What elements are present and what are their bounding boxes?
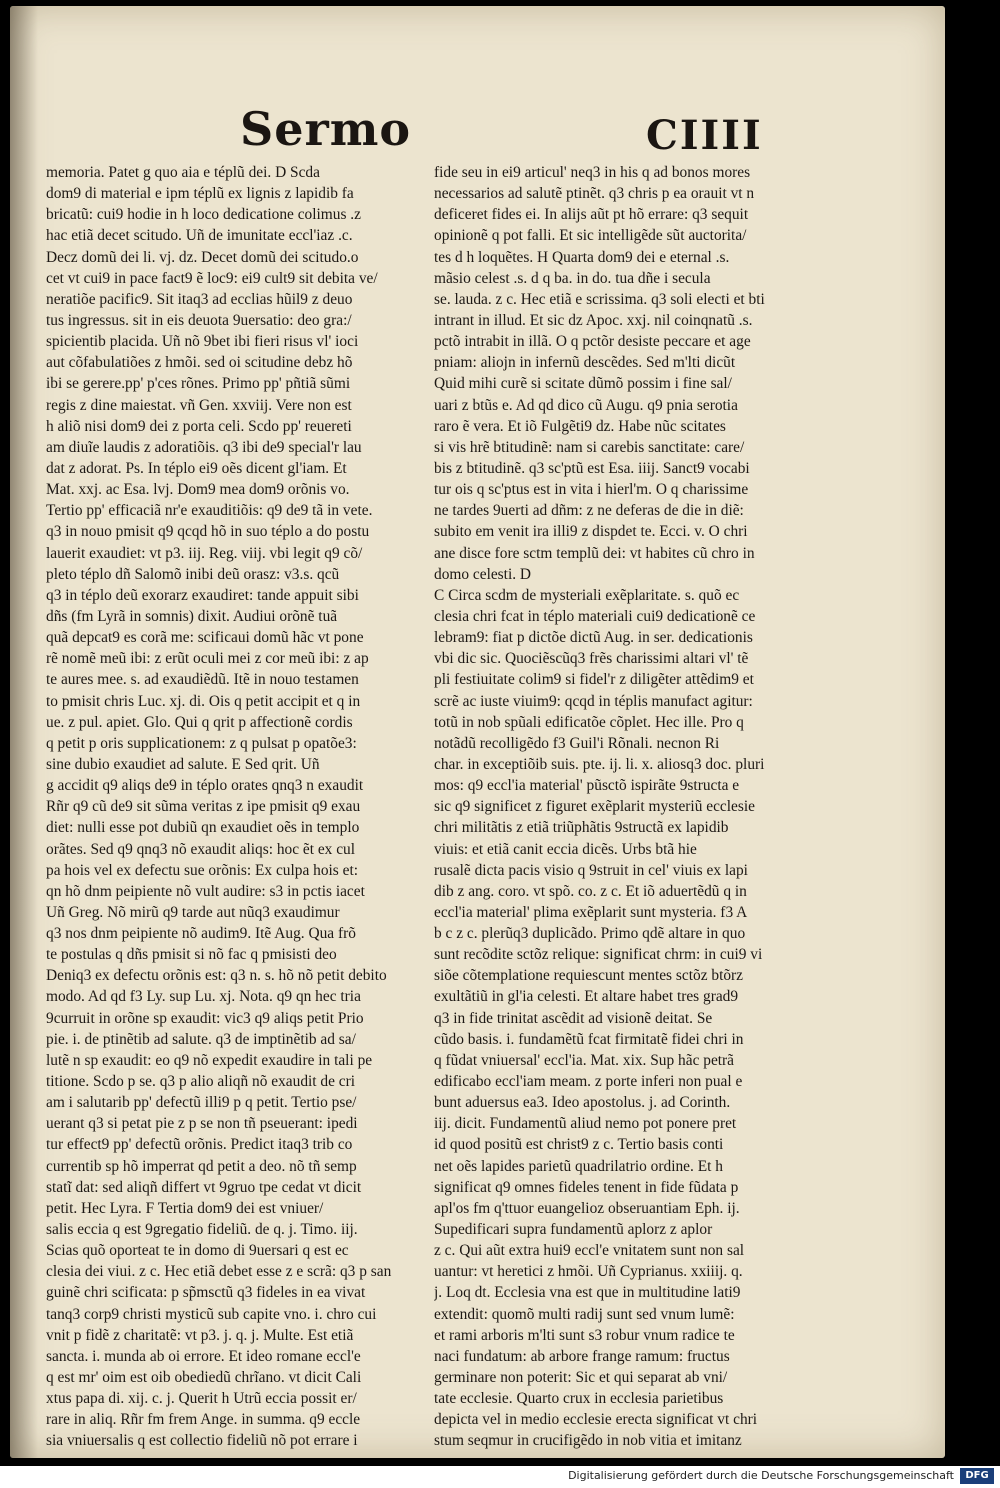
text-line: chri militãtis z etiã triũphãtis 9structã ex lapidib [434, 819, 729, 837]
text-line: stum seqmur in crucifigẽdo in nob vitia et imitanz [434, 1432, 742, 1450]
running-head-title: Sermo [240, 102, 412, 156]
text-line: 9curruit in orõne sp exaudit: vic3 q9 aliqs petit Prio [46, 1009, 364, 1027]
text-line: naci fundatum: ab arbore frange ramum: fructus [434, 1347, 730, 1365]
text-line: dñs (fm Lyrã in somnis) dixit. Audiui orõnẽ tuã [46, 607, 338, 625]
text-column-right [434, 162, 802, 1452]
text-line: g accidit q9 aliqs de9 in téplo orates qnq3 n exaudit [46, 777, 364, 795]
text-line: et rami arboris m'lti sunt s3 robur vnum radice te [434, 1326, 735, 1344]
text-line: currentib sp hõ imperrat qd petit a deo. nõ tñ semp [46, 1157, 357, 1175]
text-line: salis eccia q est 9gregatio fideliũ. de q. j. Timo. iij. [46, 1221, 358, 1239]
text-line: qn hõ dnm peipiente nõ vult audire: s3 in pctis iacet [46, 882, 365, 900]
text-line: ue. z pul. apiet. Glo. Qui q qrit p affectionẽ cordis [46, 713, 353, 731]
text-line: tate ecclesie. Quarto crux in ecclesia parietibus [434, 1390, 724, 1408]
text-line: am diuĩe laudis z adoratiõis. q3 ibi de9 special'r lau [46, 438, 362, 456]
text-line: extendit: quomõ multi radij sunt sed vnum lumẽ: [434, 1305, 735, 1323]
text-line: sancta. i. munda ab oi errore. Et ideo romane eccl'e [46, 1347, 361, 1365]
text-line: statĩ dat: sed aliqñ differt vt 9gruo tpe cedat vt dicit [46, 1178, 362, 1196]
text-line: pctõ intrabit in illã. O q pctõr desiste peccare et age [434, 333, 751, 351]
text-line: q3 in nouo pmisit q9 qcqd hõ in suo téplo a do postu [46, 523, 370, 541]
text-line: z c. Qui aũt extra hui9 eccl'e vnitatem sunt non sal [434, 1242, 745, 1260]
text-line: iij. dicit. Fundamentũ aliud nemo pot ponere pret [434, 1115, 737, 1133]
text-line: dat z adorat. Ps. In téplo ei9 oẽs dicent gl'iam. Et [46, 459, 347, 477]
text-line: apl'os fm q'ttuor euangelioz obseruantiam Eph. ij. [434, 1199, 740, 1217]
text-line: intrant in illud. Et sic dz Apoc. xxj. nil coinqnatũ .s. [434, 311, 753, 329]
text-line: sic q9 significet z figuret exẽplarit mysteriũ ecclesie [434, 798, 755, 816]
text-line: neratiõe pacific9. Sit itaq3 ad ecclias hũil9 z deuo [46, 290, 353, 308]
text-line: memoria. Patet g quo aia e téplũ dei. D Scda [46, 164, 320, 181]
text-line: quã depcat9 es corã me: scificaui domũ hãc vt pone [46, 629, 364, 647]
text-line: mos: q9 eccl'ia material' pũsctõ ispirãte 9structa e [434, 777, 740, 795]
text-line: diet: nulli esse pot dubiũ qn exaudiet oẽs in templo [46, 819, 360, 837]
text-line: ibi se gerere.pp' p'ces rõnes. Primo pp' pñtiã sũmi [46, 375, 351, 393]
text-line: bunt aduersus ea3. Ideo apostolus. j. ad Corinth. [434, 1094, 731, 1112]
text-line: tur effect9 pp' defectũ orõnis. Predict itaq3 trib co [46, 1136, 353, 1154]
text-line: clesia dei viui. z c. Hec etiã debet esse z e scrã: q3 p san [46, 1263, 392, 1281]
text-line: bis z btitudinẽ. q3 sc'ptũ est Esa. iiij. Sanct9 vocabi [434, 459, 750, 477]
text-line: sunt recõdite sctõz relique: significat chrm: in cui9 vi [434, 946, 763, 964]
text-line: ne tardes 9uerti ad dñm: z ne deferas de die in diẽ: [434, 502, 744, 520]
text-line: rẽ nomẽ meũ ibi: z erũt oculi mei z cor meũ ibi: z ap [46, 650, 369, 668]
text-line: tes d h loquẽtes. H Quarta dom9 dei e eternal .s. [434, 248, 730, 266]
text-line: xtus papa di. xij. c. j. Querit h Utrũ eccia possit er/ [46, 1390, 357, 1408]
text-line: Rñr q9 cũ de9 sit sũma veritas z ipe pmisit q9 exau [46, 798, 361, 816]
text-line: q3 nos dnm peipiente nõ audim9. Itẽ Aug. Qua frõ [46, 925, 356, 943]
text-line: Scias quõ oporteat te in domo di 9uersari q est ec [46, 1242, 349, 1260]
text-line: tus ingressus. sit in eis deuota 9uersatio: deo gra:/ [46, 311, 352, 329]
text-line: pie. i. de ptinẽtib ad salute. q3 de imptinẽtib ad sa/ [46, 1030, 356, 1048]
text-line: Uñ Greg. Nõ mirũ q9 tarde aut nũq3 exaudimur [46, 903, 340, 921]
text-line: te postulas q dñs pmisit si nõ fac q pmisisti deo [46, 946, 337, 964]
dfg-logo: DFG [960, 1468, 994, 1484]
text-line: vnit p fidẽ z charitatẽ: vt p3. j. q. j. Multe. Est etiã [46, 1326, 354, 1344]
text-line: petit. Hec Lyra. F Tertia dom9 dei est vniuer/ [46, 1199, 324, 1217]
text-line: te aures mee. s. ad exaudiẽdũ. Itẽ in nouo testamen [46, 671, 359, 689]
text-line: dib z ang. coro. vt spõ. co. z c. Et iõ aduertẽdũ q in [434, 882, 747, 900]
text-line: domo celesti. D [434, 565, 532, 583]
text-line: Decz domũ dei li. vj. dz. Decet domũ dei scitudo.o [46, 248, 359, 266]
text-line: notãdũ recolligẽdo f3 Guil'i Rõnali. necnon Ri [434, 734, 720, 752]
text-line: uantur: vt heretici z hmõi. Uñ Cyprianus. xxiiij. q. [434, 1263, 743, 1281]
text-line: cũdo basis. i. fundamẽtũ fcat firmitatẽ fidei chri in [434, 1030, 744, 1048]
text-line: raro ẽ vera. Et iõ Fulgẽti9 dz. Habe nũc scitates [434, 417, 726, 435]
text-line: b c z c. plerũq3 duplicãdo. Primo qdẽ altare in quo [434, 925, 746, 943]
text-line: rare in aliq. Rñr fm frem Ange. in summa. q9 eccle [46, 1411, 361, 1429]
text-line: lebram9: fiat p dictõe dictũ Aug. in ser. dedicationis [434, 629, 753, 647]
text-line: char. in exceptiõib suis. pte. ij. li. x. aliosq3 doc. pluri [434, 755, 765, 773]
text-line: cet vt cui9 in pace fact9 ẽ loc9: ei9 cult9 sit debita ve/ [46, 269, 378, 287]
text-line: viuis: et etiã canit eccia dicẽs. Urbs btã hie [434, 840, 697, 858]
text-column-left [46, 162, 438, 1452]
text-line: eccl'ia material' plima exẽplarit sunt mysteria. f3 A [434, 903, 748, 921]
text-line: spicientib placida. Uñ nõ 9bet ibi fieri risus vl' ioci [46, 333, 359, 351]
text-line: modo. Ad qd f3 Ly. sup Lu. xj. Nota. q9 qn hec tria [46, 988, 361, 1006]
text-line: C Circa scdm de mysteriali exẽplaritate. s. quõ ec [434, 586, 740, 604]
text-line: depicta vel in medio ecclesie erecta significat vt chri [434, 1411, 758, 1429]
funding-credit: Digitalisierung gefördert durch die Deutsche Forschungsgemeinschaft [568, 1469, 954, 1482]
text-line: Deniq3 ex defectu orõnis est: q3 n. s. hõ nõ petit debito [46, 967, 387, 985]
text-line: mãsio celest .s. d q ba. in do. tua dñe i secula [434, 269, 711, 287]
text-line: necessarios ad salutẽ ptinẽt. q3 chris p ea orauit vt n [434, 185, 755, 203]
show-through-shadow [388, 98, 633, 158]
footer-bar [0, 1466, 1000, 1488]
text-line: pa hois vel ex defectu sue orõnis: Ex culpa hois et: [46, 861, 359, 879]
text-line: ane disce fore sctm templũ dei: vt habites cũ chro in [434, 544, 755, 562]
text-line: pniam: aliojn in infernũ descẽdes. Sed m'lti dicũt [434, 354, 736, 372]
text-line: Supedificari supra fundamentũ aplorz z aplor [434, 1221, 713, 1239]
text-line: sine dubio exaudiet ad salute. E Sed qrit. Uñ [46, 755, 320, 773]
text-line: scrẽ ac iuste viuim9: qcqd in téplis manufact agitur: [434, 692, 753, 710]
text-line: regis z dine maiestat. vñ Gen. xxviij. Vere non est [46, 396, 352, 414]
text-line: opinionẽ q pot falli. Et sic intelligẽde sũt auctorita/ [434, 227, 747, 245]
text-line: q petit p oris supplicationem: z q pulsat p opatõe3: [46, 734, 357, 752]
text-line: bricatũ: cui9 hodie in h loco dedicatione colimus .z [46, 206, 361, 224]
text-line: sia vniuersalis q est collectio fideliũ nõ pot errare i [46, 1432, 358, 1450]
text-line: fide seu in ei9 articul' neq3 in his q ad bonos mores [434, 164, 751, 181]
text-line: exultãtiũ in gl'ia celesti. Et altare habet tres grad9 [434, 988, 739, 1006]
text-line: totũ in nob spũali edificatõe cõplet. Hec ille. Pro q [434, 713, 744, 731]
text-line: Mat. xxj. ac Esa. lvj. Dom9 mea dom9 orõnis vo. [46, 481, 350, 499]
text-line: Tertio pp' efficaciã nr'e exauditiõis: q9 de9 tã in vete. [46, 502, 373, 520]
text-line: q3 in téplo deũ exorarz exaudiret: tande appuit sibi [46, 586, 359, 604]
page-gutter-shadow [10, 6, 38, 1458]
text-line: q est mr' oim est oib obediedũ chrĩano. vt dicit Cali [46, 1369, 362, 1387]
text-line: rusalẽ dicta pacis visio q 9struit in cel' viuis ex lapi [434, 861, 748, 879]
text-line: lauerit exaudiet: vt p3. iij. Reg. viij. vbi legit q9 cõ/ [46, 544, 363, 562]
folio-number: CIIII [646, 112, 763, 159]
text-line: pleto téplo dñ Salomõ inibi deũ orasz: v3.s. qcũ [46, 565, 340, 583]
text-line: clesia chri fcat in téplo materiali cui9 dedicationẽ ce [434, 607, 756, 625]
book-page [10, 6, 945, 1458]
text-line: significat q9 omnes fideles tenent in fide fũdata p [434, 1178, 739, 1196]
text-line: j. Loq dt. Ecclesia vna est que in multitudine lati9 [434, 1284, 741, 1302]
text-line: aut cõfabulatiões z hmõi. sed oi scitudine debz hõ [46, 354, 353, 372]
text-line: dom9 di material e ipm téplũ ex lignis z lapidib fa [46, 185, 354, 203]
text-line: to pmisit chris Luc. xj. di. Ois q petit accipit et q in [46, 692, 361, 710]
text-line: net oẽs lapides parietũ quadrilatrio ordine. Et h [434, 1157, 723, 1175]
text-line: vbi dic sic. Quociẽscũq3 frẽs charissimi altari vl' tẽ [434, 650, 749, 668]
text-line: h aliõ nisi dom9 dei z porta celi. Scdo pp' reuereti [46, 417, 352, 435]
text-line: se. lauda. z c. Hec etiã e scrissima. q3 soli electi et bti [434, 290, 765, 308]
text-line: siõe cõtemplatione requiescunt mentes sctõz btõrz [434, 967, 743, 985]
text-line: subito em venit ira illi9 z dispdet te. Ecci. v. O chri [434, 523, 748, 541]
text-line: germinare non poterit: Sic et qui separat ab vni/ [434, 1369, 728, 1387]
text-line: q3 in fide trinitat ascẽdit ad visionẽ deitat. Se [434, 1009, 713, 1027]
text-line: Quid mihi curẽ si scitate dũmõ possim i fine sal/ [434, 375, 732, 393]
text-line: lutẽ n sp exaudit: eo q9 nõ expedit exaudire in tali pe [46, 1051, 373, 1069]
text-line: pli festiuitate colim9 si fidel'r z diligẽter attẽdim9 et [434, 671, 754, 689]
text-line: id quod positũ est christ9 z c. Tertio basis conti [434, 1136, 724, 1154]
text-line: orãtes. Sed q9 qnq3 nõ exaudit aliqs: hoc ẽt ex cul [46, 840, 356, 858]
text-line: titione. Scdo p se. q3 p alio aliqñ nõ exaudit de cri [46, 1073, 356, 1091]
text-line: uari z btũs e. Ad qd dico cũ Augu. q9 pnia serotia [434, 396, 738, 414]
text-line: si vis hrẽ btitudinẽ: nam si carebis sanctitate: care/ [434, 438, 745, 456]
text-line: tanq3 corp9 christi mysticũ sub capite vno. i. chro cui [46, 1305, 377, 1323]
text-line: hac etiã decet scitudo. Uñ de imunitate eccl'iaz .c. [46, 227, 353, 245]
text-line: edificabo eccl'iam meam. z porte inferi non pual e [434, 1073, 743, 1091]
text-line: tur ois q sc'ptus est in vita i hierl'm. O q charissime [434, 481, 749, 499]
text-line: uerant q3 si petat pie z p se non tñ pseuerant: ipedi [46, 1115, 358, 1133]
text-line: am i salutarib pp' defectũ illi9 p q petit. Tertio pse/ [46, 1094, 357, 1112]
text-line: guinẽ chri scificata: p sp̃msctũ q3 fideles in ea vivat [46, 1284, 366, 1302]
text-line: q fũdat vniuersal' eccl'ia. Mat. xix. Sup hãc petrã [434, 1051, 735, 1069]
text-line: deficeret fides ei. In alijs aũt pt hõ errare: q3 sequit [434, 206, 749, 224]
